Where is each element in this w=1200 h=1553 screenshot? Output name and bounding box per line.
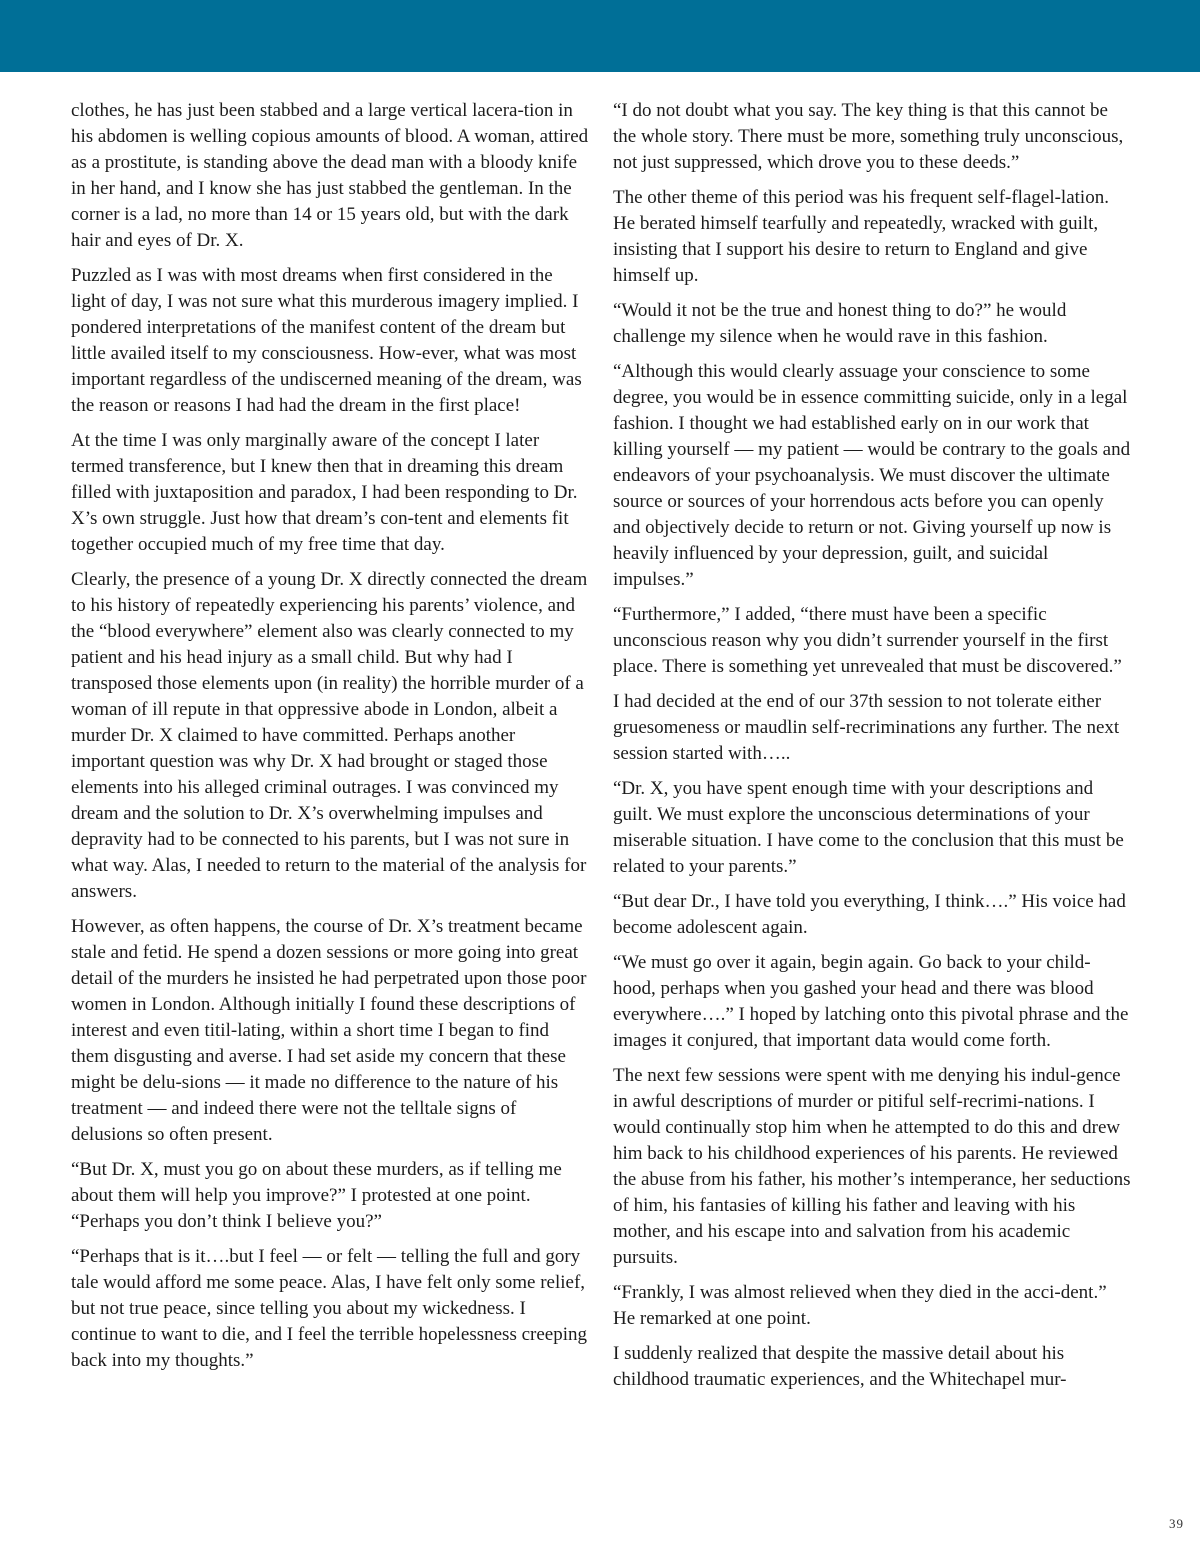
- paragraph: “But Dr. X, must you go on about these murders, as if telling me about them will help you improve?” I protested at one point. “Perhaps you don’t think I believe you?”: [71, 1159, 562, 1232]
- right-column: [613, 98, 1131, 1402]
- paragraph: “Perhaps that is it….but I feel — or felt — telling the full and gory tale would afford me some peace. Alas, I have felt only some relief, but not true peace, since telling you about my wickedness. I continue to want to die, and I feel the terrible hopelessness creeping back into my thoughts.”: [71, 1246, 587, 1371]
- paragraph: I had decided at the end of our 37th session to not tolerate either gruesomeness or maudlin self-recriminations any further. The next session started with…..: [613, 691, 1120, 764]
- paragraph: Puzzled as I was with most dreams when first considered in the light of day, I was not sure what this murderous imagery implied. I pondered interpretations of the manifest content of the dream but little availed itself to my consciousness. How-ever, what was most important regardless of the undiscerned meaning of the dream, was the reason or reasons I had had the dream in the first place!: [71, 265, 582, 416]
- page-number: 39: [1169, 1516, 1184, 1531]
- paragraph: “Would it not be the true and honest thing to do?” he would challenge my silence when he would rave in this fashion.: [613, 300, 1067, 347]
- header-band: [0, 0, 1200, 72]
- paragraph: “But dear Dr., I have told you everything, I think….” His voice had become adolescent again.: [613, 891, 1126, 938]
- paragraph: “Dr. X, you have spent enough time with your descriptions and guilt. We must explore the unconscious determinations of your miserable situation. I have come to the conclusion that this must be related to your parents.”: [613, 778, 1124, 877]
- paragraph: “Furthermore,” I added, “there must have been a specific unconscious reason why you didn’t surrender yourself in the first place. There is something yet unrevealed that must be discovered.”: [613, 604, 1122, 677]
- paragraph: Clearly, the presence of a young Dr. X directly connected the dream to his history of repeatedly experiencing his parents’ violence, and the “blood everywhere” element also was clearly connected to my patient and his head injury as a small child. But why had I transposed those elements upon (in reality) the horrible murder of a woman of ill repute in that oppressive abode in London, albeit a murder Dr. X claimed to have committed. Perhaps another important question was why Dr. X had brought or staged those elements into his alleged criminal outrages. I was convinced my dream and the solution to Dr. X’s overwhelming impulses and depravity had to be connected to his parents, but I was not sure in what way. Alas, I needed to return to the material of the analysis for answers.: [71, 569, 588, 902]
- paragraph: “Although this would clearly assuage your conscience to some degree, you would be in essence committing suicide, only in a legal fashion. I thought we had established early on in our work that killing yourself — my patient — would be contrary to the goals and endeavors of your psychoanalysis. We must discover the ultimate source or sources of your horrendous acts before you can openly and objectively decide to return or not. Giving yourself up now is heavily influenced by your depression, guilt, and suicidal impulses.”: [613, 361, 1131, 590]
- paragraph: At the time I was only marginally aware of the concept I later termed transference, but I knew then that in dreaming this dream filled with juxtaposition and paradox, I had been responding to Dr. X’s own struggle. Just how that dream’s con-tent and elements fit together occupied much of my free time that day.: [71, 430, 578, 555]
- paragraph: “We must go over it again, begin again. Go back to your child-hood, perhaps when you gashed your head and there was blood everywhere….” I hoped by latching onto this pivotal phrase and the images it conjured, that important data would come forth.: [613, 952, 1129, 1051]
- paragraph: “Frankly, I was almost relieved when they died in the acci-dent.” He remarked at one point.: [613, 1282, 1107, 1329]
- paragraph: “I do not doubt what you say. The key thing is that this cannot be the whole story. There must be more, something truly unconscious, not just suppressed, which drove you to these deeds.”: [613, 100, 1124, 173]
- paragraph: clothes, he has just been stabbed and a large vertical lacera-tion in his abdomen is welling copious amounts of blood. A woman, attired as a prostitute, is standing above the dead man with a bloody knife in her hand, and I know she has just stabbed the gentleman. In the corner is a lad, no more than 14 or 15 years old, but with the dark hair and eyes of Dr. X.: [71, 100, 589, 251]
- paragraph: However, as often happens, the course of Dr. X’s treatment became stale and fetid. He spend a dozen sessions or more going into great detail of the murders he insisted he had perpetrated upon those poor women in London. Although initially I found these descriptions of interest and even titil-lating, within a short time I began to find them disgusting and averse. I had set aside my concern that these might be delu-sions — it made no difference to the nature of his treatment — and indeed there were not the telltale signs of delusions so often present.: [71, 916, 587, 1145]
- paragraph: The other theme of this period was his frequent self-flagel-lation. He berated himself tearfully and repeatedly, wracked with guilt, insisting that I support his desire to return to England and give himself up.: [613, 187, 1109, 286]
- paragraph: I suddenly realized that despite the massive detail about his childhood traumatic experiences, and the Whitechapel mur-: [613, 1343, 1067, 1390]
- left-column: [71, 98, 589, 1383]
- paragraph: The next few sessions were spent with me denying his indul-gence in awful descriptions of murder or pitiful self-recrimi-nations. I would continually stop him when he attempted to do this and drew him back to his childhood experiences of his parents. He reviewed the abuse from his father, his mother’s intemperance, her seductions of him, his fantasies of killing his father and leaving with his mother, and his escape into and salvation from his academic pursuits.: [613, 1065, 1131, 1268]
